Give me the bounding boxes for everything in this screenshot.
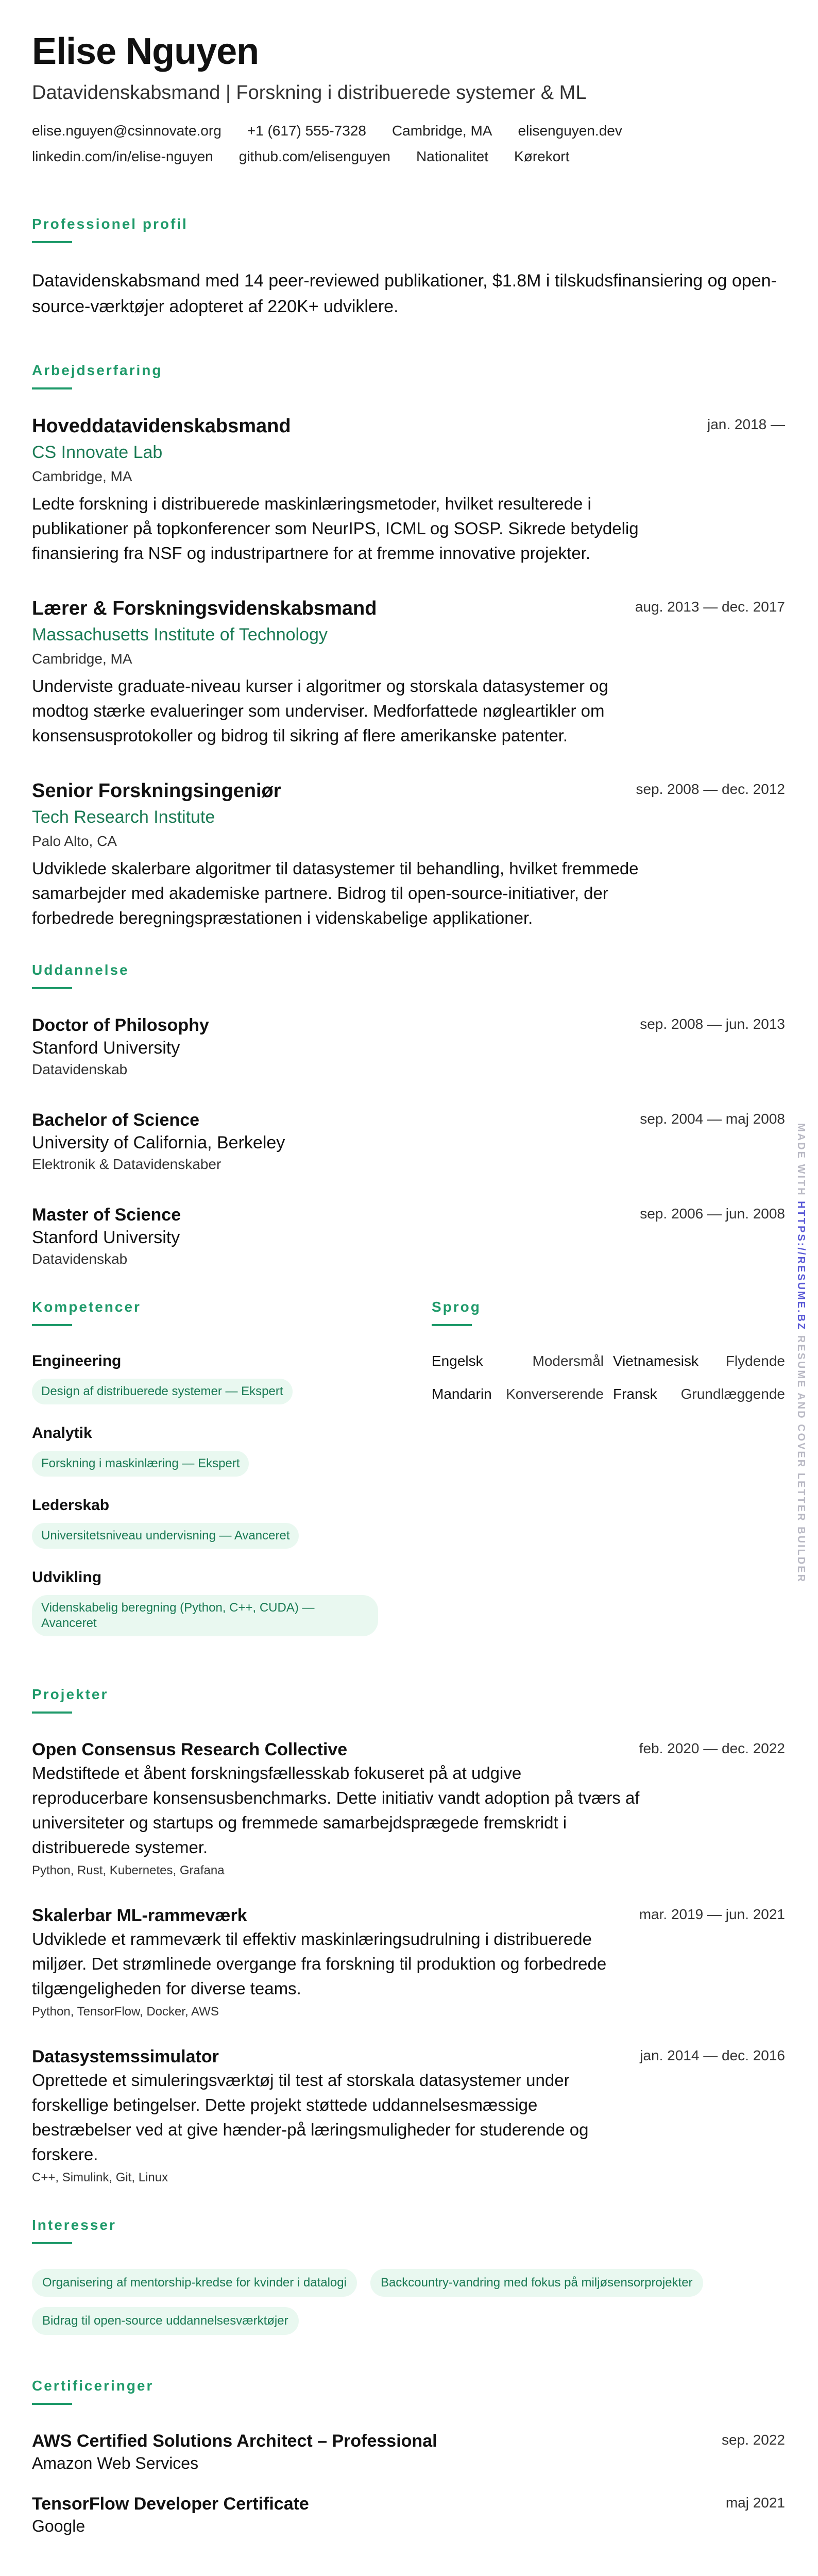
job-date: jan. 2018 — xyxy=(707,416,785,432)
certification-issuer: Amazon Web Services xyxy=(32,2454,199,2472)
education-section xyxy=(32,961,785,1269)
job-description: Udviklede skalerbare algoritmer til datasystemer til behandling, hvilket fremmede samarbejder med akademiske partnere. Bidrog til open-source-initiativer, der forbedrede beregningspræstationen i videnskabelige applikationer. xyxy=(32,859,639,927)
job-company: Massachusetts Institute of Technology xyxy=(32,625,328,645)
language-name: Vietnamesisk xyxy=(613,1353,699,1369)
project-tech: Python, TensorFlow, Docker, AWS xyxy=(32,2005,219,2019)
interest-chip: Bidrag til open-source uddannelsesværktøjer xyxy=(32,2307,299,2335)
language-item xyxy=(613,1384,785,1404)
skill-category: Lederskab xyxy=(32,1497,110,1514)
education-date: sep. 2008 — jun. 2013 xyxy=(640,1016,785,1032)
project-tech: Python, Rust, Kubernetes, Grafana xyxy=(32,1863,225,1877)
contact-github[interactable]: github.com/elisenguyen xyxy=(238,148,390,164)
education-field: Datavidenskab xyxy=(32,1061,128,1077)
skill-category: Engineering xyxy=(32,1352,122,1369)
education-school: Stanford University xyxy=(32,1228,180,1247)
language-item xyxy=(432,1351,604,1371)
experience-section xyxy=(32,362,785,930)
project-title: Skalerbar ML-rammeværk xyxy=(32,1906,247,1925)
contact-website[interactable]: elisenguyen.dev xyxy=(518,123,622,139)
profile-summary: Datavidenskabsmand med 14 peer-reviewed publikationer, $1.8M i tilskudsfinansiering og open-source-værktøjer adopteret af 220K+ udviklere. xyxy=(32,271,777,316)
certification-date: maj 2021 xyxy=(725,2495,785,2511)
job-entry xyxy=(32,597,785,748)
section-divider xyxy=(432,1324,472,1326)
profile-section xyxy=(32,215,785,319)
job-title: Senior Forskningsingeniør xyxy=(32,780,281,802)
section-divider xyxy=(32,987,72,989)
language-level: Modersmål xyxy=(532,1353,604,1369)
skills-section xyxy=(32,1298,393,1655)
interest-chip: Organisering af mentorship-kredse for kvinder i datalogi xyxy=(32,2269,357,2297)
project-description: Udviklede et rammeværk til effektiv maskinlæringsudrulning i distribuerede miljøer. Det strømlinede overgange fra forskning til produktion og forbedrede tilgængeligheden for diverse teams. xyxy=(32,1929,607,1998)
section-title-experience: Arbejdserfaring xyxy=(32,362,163,378)
watermark-suffix: RESUME AND COVER LETTER BUILDER xyxy=(795,1335,807,1583)
section-title-certifications: Certificeringer xyxy=(32,2378,154,2394)
projects-section xyxy=(32,1686,785,2187)
section-title-skills: Kompetencer xyxy=(32,1299,141,1315)
job-entry xyxy=(32,414,785,566)
language-level: Flydende xyxy=(725,1353,785,1369)
section-divider xyxy=(32,2242,72,2244)
watermark-link[interactable]: HTTPS://RESUME.BZ xyxy=(795,1201,807,1331)
education-date: sep. 2006 — jun. 2008 xyxy=(640,1206,785,1222)
language-level: Konverserende xyxy=(506,1386,604,1402)
job-date: aug. 2013 — dec. 2017 xyxy=(635,599,785,615)
skill-category: Udvikling xyxy=(32,1569,102,1586)
skill-chip: Universitetsniveau undervisning — Avanceret xyxy=(32,1523,299,1549)
section-title-profile: Professionel profil xyxy=(32,216,188,232)
education-degree: Master of Science xyxy=(32,1205,181,1225)
education-field: Elektronik & Datavidenskaber xyxy=(32,1156,221,1172)
certification-entry xyxy=(32,2493,785,2537)
skill-group xyxy=(32,1423,393,1477)
language-level: Grundlæggende xyxy=(680,1386,785,1402)
project-tech: C++, Simulink, Git, Linux xyxy=(32,2171,168,2184)
section-divider xyxy=(32,2403,72,2405)
education-school: University of California, Berkeley xyxy=(32,1133,285,1153)
contact-list xyxy=(32,123,702,165)
candidate-name: Elise Nguyen xyxy=(32,31,259,72)
education-entry xyxy=(32,1204,785,1269)
job-location: Cambridge, MA xyxy=(32,651,132,667)
contact-email[interactable]: elise.nguyen@csinnovate.org xyxy=(32,123,221,139)
watermark-prefix: MADE WITH xyxy=(795,1123,807,1197)
project-date: jan. 2014 — dec. 2016 xyxy=(640,2047,785,2063)
interest-chip: Backcountry-vandring med fokus på miljøsensorprojekter xyxy=(370,2269,703,2297)
contact-nationality: Nationalitet xyxy=(416,148,489,164)
section-title-education: Uddannelse xyxy=(32,962,129,978)
watermark-text xyxy=(795,1123,807,1583)
skills-languages-row xyxy=(32,1298,785,1655)
contact-drivers-license: Kørekort xyxy=(514,148,570,164)
education-date: sep. 2004 — maj 2008 xyxy=(640,1111,785,1127)
contact-linkedin[interactable]: linkedin.com/in/elise-nguyen xyxy=(32,148,213,164)
job-company: Tech Research Institute xyxy=(32,807,215,827)
certification-date: sep. 2022 xyxy=(722,2432,785,2448)
section-title-languages: Sprog xyxy=(432,1299,481,1315)
job-description: Ledte forskning i distribuerede maskinlæringsmetoder, hvilket resulterede i publikationer på topkonferencer som NeurIPS, ICML og SOSP. Sikrede betydelig finansiering fra NSF og industripartnere for at fremme innovative projekter. xyxy=(32,494,639,563)
project-entry xyxy=(32,1904,785,2021)
job-description: Underviste graduate-niveau kurser i algoritmer og storskala datasystemer og modtog stærke evalueringer som underviser. Medforfattede nøgleartikler om konsensusprotokoller og bidrog til sikring af flere amerikanske patenter. xyxy=(32,676,608,745)
contact-phone[interactable]: +1 (617) 555-7328 xyxy=(247,123,366,139)
interest-list xyxy=(32,2269,784,2335)
project-entry xyxy=(32,1738,785,1879)
project-description: Medstiftede et åbent forskningsfællesskab fokuseret på at udgive reproducerbare konsensusbenchmarks. Dette initiativ vandt adoption på tværs af universiteter og startups og fremmede samarbejdsprægede fremskridt i distribuerede systemer. xyxy=(32,1764,640,1857)
contact-location: Cambridge, MA xyxy=(391,123,492,139)
section-divider xyxy=(32,1324,72,1326)
language-item xyxy=(432,1384,604,1404)
project-title: Open Consensus Research Collective xyxy=(32,1740,348,1759)
certification-entry xyxy=(32,2430,785,2474)
section-divider xyxy=(32,1711,72,1714)
job-date: sep. 2008 — dec. 2012 xyxy=(636,781,785,797)
project-title: Datasystemssimulator xyxy=(32,2047,219,2066)
certifications-section xyxy=(32,2377,785,2537)
language-item xyxy=(613,1351,785,1371)
section-divider xyxy=(32,387,72,389)
skill-chip: Design af distribuerede systemer — Ekspert xyxy=(32,1379,293,1404)
job-location: Palo Alto, CA xyxy=(32,833,117,849)
project-date: mar. 2019 — jun. 2021 xyxy=(639,1906,785,1922)
job-title: Lærer & Forskningsvidenskabsmand xyxy=(32,598,377,619)
education-degree: Bachelor of Science xyxy=(32,1110,200,1130)
skill-chip: Videnskabelig beregning (Python, C++, CUDA) — Avanceret xyxy=(32,1595,378,1636)
language-name: Mandarin xyxy=(432,1386,492,1402)
education-entry xyxy=(32,1109,785,1175)
language-name: Engelsk xyxy=(432,1353,483,1369)
candidate-headline: Datavidenskabsmand | Forskning i distribuerede systemer & ML xyxy=(32,82,587,104)
skill-group xyxy=(32,1351,393,1404)
education-entry xyxy=(32,1014,785,1080)
project-description: Oprettede et simuleringsværktøj til test af storskala datasystemer under forskellige betingelser. Dette projekt støttede uddannelsesmæssige bestræbelser ved at give hænder-på læringsmuligheder for studerende og forskere. xyxy=(32,2071,589,2164)
job-title: Hoveddatavidenskabsmand xyxy=(32,415,291,437)
job-location: Cambridge, MA xyxy=(32,468,132,484)
languages-section xyxy=(432,1298,785,1655)
interests-section xyxy=(32,2216,785,2335)
certification-title: AWS Certified Solutions Architect – Professional xyxy=(32,2431,437,2451)
education-degree: Doctor of Philosophy xyxy=(32,1015,209,1035)
section-divider xyxy=(32,241,72,243)
skill-group xyxy=(32,1495,393,1549)
skill-chip: Forskning i maskinlæring — Ekspert xyxy=(32,1451,249,1477)
language-row xyxy=(432,1384,785,1404)
education-school: Stanford University xyxy=(32,1038,180,1058)
resume-header xyxy=(32,30,785,165)
certification-issuer: Google xyxy=(32,2517,86,2535)
builder-watermark xyxy=(794,1123,809,1583)
section-title-projects: Projekter xyxy=(32,1686,109,1702)
job-entry xyxy=(32,779,785,930)
resume-content xyxy=(32,30,785,2555)
language-row xyxy=(432,1351,785,1371)
project-entry xyxy=(32,2045,785,2187)
language-name: Fransk xyxy=(613,1386,657,1402)
section-title-interests: Interesser xyxy=(32,2217,116,2233)
skill-category: Analytik xyxy=(32,1425,92,1442)
skill-group xyxy=(32,1567,393,1636)
certification-title: TensorFlow Developer Certificate xyxy=(32,2494,309,2514)
education-field: Datavidenskab xyxy=(32,1251,128,1267)
job-company: CS Innovate Lab xyxy=(32,443,163,462)
project-date: feb. 2020 — dec. 2022 xyxy=(639,1740,785,1756)
